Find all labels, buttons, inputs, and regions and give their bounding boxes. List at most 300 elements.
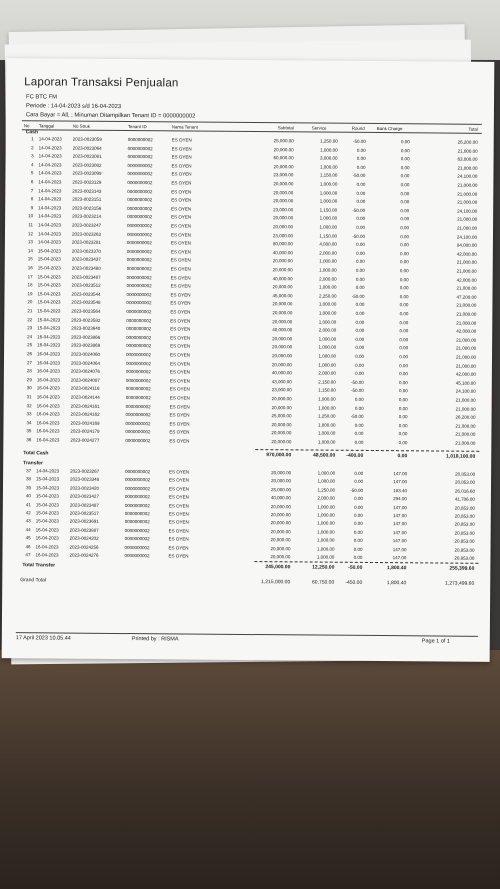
cell-no-struk: 2023-0023480 xyxy=(71,265,101,271)
cell-nama-tenant: ES OYEN xyxy=(171,180,192,186)
cell-no-struk: 2023-0023640 xyxy=(71,325,101,332)
cell-no-struk: 2023-0023247 xyxy=(72,222,102,228)
cell-round: 0.00 xyxy=(355,285,365,291)
cell-service: 1,000.00 xyxy=(318,362,336,368)
cell-nama-tenant: ES OYEN xyxy=(170,292,191,298)
cell-tanggal: 16-04-2023 xyxy=(36,359,61,366)
cell-round: 0.00 xyxy=(355,276,365,282)
section-transfer-label: Transfer xyxy=(23,460,43,467)
table-row xyxy=(19,437,479,448)
cell-subtotal: 25,000.00 xyxy=(271,413,292,419)
cell-no-struk: 2023-0023082 xyxy=(72,162,102,168)
cell-subtotal: 43,000.00 xyxy=(271,378,292,385)
cell-nama-tenant: ES OYEN xyxy=(170,335,191,341)
cell-service: 2,150.00 xyxy=(318,379,336,385)
grand-total-label: Grand Total xyxy=(20,577,47,584)
cell-tanggal: 14-04-2023 xyxy=(38,144,62,151)
cell-no: 19 xyxy=(27,291,33,297)
cell-no-struk: 2023-0024162 xyxy=(70,411,100,418)
cell-nama-tenant: ES OYEN xyxy=(169,386,190,392)
cell-subtotal: 20,000.00 xyxy=(271,421,292,428)
cell-tenant-id: 0000000002 xyxy=(125,429,151,435)
cell-service: 1,150.00 xyxy=(318,387,336,394)
cell-subtotal: 25,000.00 xyxy=(270,486,292,493)
cell-tanggal: 16-04-2023 xyxy=(36,437,60,443)
cell-bank-charge: 147.00 xyxy=(392,555,407,561)
cell-tenant-id: 0000000002 xyxy=(125,469,151,475)
cell-no-struk: 2023-0023582 xyxy=(71,317,101,323)
cell-no: 44 xyxy=(25,527,31,533)
cell-total: 20,853.00 xyxy=(454,555,475,561)
cell-no-struk: 2023-0023281 xyxy=(71,239,101,246)
cell-nama-tenant: ES OYEN xyxy=(170,249,191,255)
cell-subtotal: 20,000.00 xyxy=(272,284,293,290)
cell-subtotal: 40,000.00 xyxy=(270,495,291,501)
cell-round: 0.00 xyxy=(356,216,366,222)
cell-tenant-id: 0000000002 xyxy=(126,352,152,358)
cell-tenant-id: 0000000002 xyxy=(126,291,152,298)
cell-bank-charge: 0.00 xyxy=(400,199,410,205)
cell-total: 21,000.00 xyxy=(455,397,476,403)
cell-round: -50.00 xyxy=(350,413,364,420)
cell-total: 21,000.00 xyxy=(456,320,477,326)
cell-no: 1 xyxy=(31,136,34,142)
cell-total: 20,853.00 xyxy=(454,547,475,553)
cell-round: -50.00 xyxy=(350,388,364,394)
cell-total: 20,853.00 xyxy=(454,538,475,544)
cell-tanggal: 14-04-2023 xyxy=(38,213,62,219)
cell-total: 21,000.00 xyxy=(456,285,477,291)
cell-tanggal: 16-04-2023 xyxy=(36,394,60,400)
cell-bank-charge: 147.00 xyxy=(392,546,407,552)
cell-no: 39 xyxy=(25,485,32,491)
cell-bank-charge: 0.00 xyxy=(400,173,410,179)
transfer-total-round: -50.00 xyxy=(348,564,363,571)
cell-tanggal: 16-04-2023 xyxy=(36,402,60,409)
cell-no-struk: 2023-0023517 xyxy=(69,510,99,516)
cell-total: 20,853.00 xyxy=(454,480,476,486)
cell-tanggal: 16-04-2023 xyxy=(36,428,60,434)
cell-tenant-id: 0000000002 xyxy=(126,326,152,332)
cell-round: 0.00 xyxy=(353,546,363,552)
cell-no-struk: 2023-0024076 xyxy=(70,368,100,375)
cell-bank-charge: 147.00 xyxy=(393,471,408,477)
cell-tenant-id: 0000000002 xyxy=(126,231,153,237)
cell-no: 12 xyxy=(27,230,34,236)
cell-subtotal: 20,000.00 xyxy=(270,545,291,551)
cell-nama-tenant: ES OYEN xyxy=(169,477,190,483)
cell-round: 0.00 xyxy=(355,353,365,359)
cell-tanggal: 16-04-2023 xyxy=(37,334,61,340)
cell-nama-tenant: ES OYEN xyxy=(169,429,190,435)
cell-total: 42,000.00 xyxy=(456,328,477,334)
cell-total: 21,000.00 xyxy=(457,165,478,171)
cell-round: 0.00 xyxy=(354,405,364,411)
cell-no-struk: 2023-0024276 xyxy=(69,552,99,558)
cell-service: 3,000.00 xyxy=(320,155,338,161)
cell-service: 2,250.00 xyxy=(318,293,337,299)
cell-bank-charge: 147.00 xyxy=(392,513,407,519)
cell-subtotal: 20,000.00 xyxy=(270,528,291,535)
cell-nama-tenant: ES OYEN xyxy=(170,283,191,289)
cell-service: 1,000.00 xyxy=(318,353,337,359)
cell-no-struk: 2023-0023129 xyxy=(72,179,102,185)
cell-bank-charge: 0.00 xyxy=(398,397,408,403)
cell-no-struk: 2023-0024256 xyxy=(69,544,99,550)
cell-tenant-id: 0000000002 xyxy=(127,180,153,186)
cell-service: 2,000.00 xyxy=(317,495,335,501)
cell-nama-tenant: ES OYEN xyxy=(171,154,192,160)
cell-nama-tenant: ES OYEN xyxy=(171,206,192,212)
cell-tenant-id: 0000000002 xyxy=(124,544,150,550)
cell-no-struk: 2023-0023887 xyxy=(69,527,99,533)
cell-nama-tenant: ES OYEN xyxy=(170,240,191,246)
cell-bank-charge: 294.00 xyxy=(393,496,407,502)
cell-tanggal: 15-04-2023 xyxy=(36,476,60,482)
cell-nama-tenant: ES OYEN xyxy=(170,231,192,238)
cell-tenant-id: 0000000002 xyxy=(126,309,152,315)
cell-tanggal: 14-04-2023 xyxy=(38,187,62,194)
cell-tenant-id: 0000000002 xyxy=(124,519,150,525)
cash-total-total: 1,018,100.00 xyxy=(446,453,476,460)
cell-service: 1,000.00 xyxy=(319,267,337,273)
cell-subtotal: 20,000.00 xyxy=(271,430,292,436)
cell-no: 6 xyxy=(30,179,34,185)
cell-nama-tenant: ES OYEN xyxy=(169,395,190,401)
cell-nama-tenant: ES OYEN xyxy=(168,486,190,492)
transfer-total-service: 12,250.00 xyxy=(312,564,335,571)
cell-tanggal: 16-04-2023 xyxy=(35,527,59,533)
col-no-struk: No Struk xyxy=(72,123,90,129)
cell-total: 24,100.00 xyxy=(457,208,478,214)
cell-tanggal: 15-04-2023 xyxy=(35,493,59,499)
cell-tanggal: 15-04-2023 xyxy=(35,485,60,491)
cell-tenant-id: 0000000002 xyxy=(124,553,150,559)
cell-no: 9 xyxy=(30,205,34,211)
grand-total-row xyxy=(18,576,478,588)
cell-bank-charge: 0.00 xyxy=(398,440,408,446)
cell-subtotal: 20,000.00 xyxy=(271,404,292,410)
footer-divider xyxy=(16,632,478,637)
cell-round: 0.00 xyxy=(353,512,363,518)
cell-service: 1,250.00 xyxy=(317,487,336,493)
cell-subtotal: 20,000.00 xyxy=(273,198,294,204)
cell-service: 1,000.00 xyxy=(318,344,337,351)
cell-nama-tenant: ES OYEN xyxy=(170,326,191,332)
cell-nama-tenant: ES OYEN xyxy=(171,223,192,229)
cell-subtotal: 80,000.00 xyxy=(272,241,293,247)
cell-no-struk: 2023-0024064 xyxy=(70,360,101,366)
cell-no-struk: 2023-0023099 xyxy=(72,171,102,177)
cell-no: 15 xyxy=(27,256,33,262)
cell-subtotal: 20,000.00 xyxy=(271,439,292,445)
cell-service: 1,000.00 xyxy=(318,405,336,411)
cell-tanggal: 15-04-2023 xyxy=(37,273,61,280)
cell-service: 1,000.00 xyxy=(317,430,336,437)
cell-bank-charge: 0.00 xyxy=(398,414,408,420)
cell-tenant-id: 0000000002 xyxy=(127,154,153,160)
cell-no: 10 xyxy=(28,213,34,219)
cell-service: 1,000.00 xyxy=(319,198,338,204)
transfer-total-label: Total Transfer xyxy=(22,562,56,569)
cell-nama-tenant: ES OYEN xyxy=(168,553,189,559)
cell-tenant-id: 0000000002 xyxy=(126,274,152,280)
cell-no: 25 xyxy=(27,342,33,348)
report-filter: Cara Bayar = All, ; Minuman Ditampilkan Tenant ID = 0000000002 xyxy=(25,112,196,120)
cell-service: 1,000.00 xyxy=(317,529,335,535)
cell-total: 21,000.00 xyxy=(457,199,478,205)
cell-subtotal: 20,000.00 xyxy=(270,478,292,484)
cell-no-struk: 2023-0023143 xyxy=(72,188,102,194)
cell-bank-charge: 0.00 xyxy=(399,259,409,265)
cell-tanggal: 15-04-2023 xyxy=(37,248,61,254)
cell-nama-tenant: ES OYEN xyxy=(171,163,192,169)
cell-subtotal: 20,000.00 xyxy=(271,396,292,402)
col-nama-tenant: Nama Tenant xyxy=(171,123,198,130)
cell-total: 24,100.00 xyxy=(455,389,476,395)
cash-total-label: Total Cash xyxy=(23,450,49,457)
cell-subtotal: 20,000.00 xyxy=(271,353,293,359)
cell-service: 1,000.00 xyxy=(318,336,337,342)
cell-tanggal: 15-04-2023 xyxy=(37,256,61,262)
cell-tanggal: 16-04-2023 xyxy=(36,420,60,426)
cell-tanggal: 14-04-2023 xyxy=(36,468,60,474)
cell-round: 0.00 xyxy=(356,147,366,153)
cell-no: 28 xyxy=(26,368,32,374)
cell-service: 1,000.00 xyxy=(318,319,337,325)
cell-nama-tenant: ES OYEN xyxy=(171,145,192,152)
transfer-total-total: 255,399.60 xyxy=(449,565,475,572)
cell-total: 84,000.00 xyxy=(456,242,477,248)
cell-bank-charge: 0.00 xyxy=(399,345,409,351)
cell-tenant-id: 0000000002 xyxy=(127,223,153,229)
background-table-surface xyxy=(0,650,500,889)
cell-service: 1,000.00 xyxy=(319,181,338,187)
cell-service: 1,000.00 xyxy=(317,439,336,445)
cell-tanggal: 16-04-2023 xyxy=(36,377,60,383)
cell-no: 30 xyxy=(26,385,32,391)
cell-bank-charge: 183.40 xyxy=(393,487,407,494)
cell-bank-charge: 0.00 xyxy=(400,225,410,231)
cell-total: 26,016.60 xyxy=(454,488,475,494)
cell-no-struk: 2023-0024169 xyxy=(70,420,100,426)
report-title: Laporan Transaksi Penjualan xyxy=(24,76,179,90)
cell-bank-charge: 0.00 xyxy=(400,207,410,214)
cell-tenant-id: 0000000002 xyxy=(127,137,153,143)
cell-no: 4 xyxy=(30,162,34,168)
cell-bank-charge: 0.00 xyxy=(399,379,408,386)
cell-subtotal: 20,000.00 xyxy=(272,258,293,264)
cell-no: 22 xyxy=(27,316,33,322)
transfer-total-bank-charge: 1,800.40 xyxy=(386,565,407,572)
cell-no-struk: 2023-0023437 xyxy=(71,257,101,263)
cell-round: 0.00 xyxy=(355,302,365,308)
cell-tenant-id: 0000000002 xyxy=(125,477,151,483)
cell-no-struk: 2023-0023427 xyxy=(69,493,99,500)
cell-no-struk: 2023-0023544 xyxy=(71,291,101,297)
cell-no: 32 xyxy=(26,402,32,408)
cash-total-subtotal: 970,000.00 xyxy=(266,452,292,459)
cell-service: 1,000.00 xyxy=(318,396,336,402)
cell-nama-tenant: ES OYEN xyxy=(170,343,191,349)
grand-total-subtotal: 1,215,000.00 xyxy=(261,579,291,586)
cell-no-struk: 2023-0024144 xyxy=(70,394,100,400)
col-subtotal: Subtotal xyxy=(277,124,294,130)
cell-subtotal: 20,000.00 xyxy=(270,520,291,526)
cell-round: 0.00 xyxy=(355,362,364,368)
cell-nama-tenant: ES OYEN xyxy=(168,511,189,517)
cell-tanggal: 16-04-2023 xyxy=(36,368,60,374)
cell-tenant-id: 0000000002 xyxy=(126,248,152,255)
cell-no: 5 xyxy=(30,170,34,176)
cell-round: -50.00 xyxy=(352,207,366,213)
cell-total: 21,000.00 xyxy=(455,440,476,446)
col-round: Round xyxy=(351,125,365,131)
cell-service: 1,150.00 xyxy=(319,172,338,179)
cell-total: 24,100.00 xyxy=(456,234,477,240)
cell-no: 47 xyxy=(25,552,31,558)
cell-nama-tenant: ES OYEN xyxy=(170,352,191,358)
cell-service: 1,000.00 xyxy=(317,520,335,527)
cell-no-struk: 2023-0024179 xyxy=(70,428,100,435)
cell-bank-charge: 0.00 xyxy=(400,216,410,222)
cell-nama-tenant: ES OYEN xyxy=(169,438,190,444)
cell-subtotal: 23,000.00 xyxy=(273,206,294,213)
cell-total: 21,000.00 xyxy=(456,311,477,317)
cell-tenant-id: 0000000002 xyxy=(125,395,151,401)
page-number: Page 1 of 1 xyxy=(421,638,450,645)
cell-subtotal: 20,000.00 xyxy=(272,301,293,307)
cell-tenant-id: 0000000002 xyxy=(126,240,152,246)
cell-bank-charge: 0.00 xyxy=(398,422,408,429)
cell-total: 20,853.00 xyxy=(454,505,475,511)
cell-bank-charge: 147.00 xyxy=(393,504,407,510)
cell-subtotal: 20,000.00 xyxy=(272,344,293,350)
cell-tenant-id: 0000000002 xyxy=(124,536,150,542)
cell-bank-charge: 0.00 xyxy=(400,242,409,248)
cell-round: 0.00 xyxy=(353,538,363,544)
printed-at: 17 April 2023 10.05.44 xyxy=(15,635,71,642)
cell-nama-tenant: ES OYEN xyxy=(168,502,189,509)
cell-nama-tenant: ES OYEN xyxy=(169,403,190,410)
grand-total-total: 1,273,499.60 xyxy=(445,580,475,587)
cell-tenant-id: 0000000002 xyxy=(126,343,152,349)
cell-no-struk: 2023-0023156 xyxy=(72,205,102,211)
cell-round: 0.00 xyxy=(355,328,365,334)
cell-tenant-id: 0000000002 xyxy=(126,334,152,341)
cell-nama-tenant: ES OYEN xyxy=(169,421,190,427)
cell-tenant-id: 0000000002 xyxy=(125,403,151,409)
cell-tenant-id: 0000000002 xyxy=(125,369,151,375)
cell-round: 0.00 xyxy=(353,554,363,560)
cell-no: 40 xyxy=(25,493,31,499)
cell-subtotal: 20,000.00 xyxy=(273,189,294,195)
cell-no: 41 xyxy=(25,501,31,507)
cell-no-struk: 2023-0023564 xyxy=(71,308,101,314)
cell-bank-charge: 0.00 xyxy=(399,276,409,282)
cell-service: 1,000.00 xyxy=(317,512,335,518)
cell-service: 1,250.00 xyxy=(318,413,336,419)
cell-bank-charge: 0.00 xyxy=(399,302,409,308)
cell-service: 4,000.00 xyxy=(319,241,337,247)
cell-no: 33 xyxy=(26,411,32,417)
cell-no: 29 xyxy=(26,377,32,383)
cell-no: 8 xyxy=(30,196,34,202)
cell-service: 1,000.00 xyxy=(319,284,337,290)
cell-bank-charge: 0.00 xyxy=(399,293,409,300)
cell-bank-charge: 147.00 xyxy=(393,479,408,485)
cell-no: 17 xyxy=(27,273,33,279)
cell-nama-tenant: ES OYEN xyxy=(171,171,192,177)
cell-round: -50.00 xyxy=(352,138,366,144)
cell-total: 21,000.00 xyxy=(456,268,477,274)
report-sheet xyxy=(2,58,495,662)
cell-nama-tenant: ES OYEN xyxy=(168,528,189,534)
cell-service: 1,000.00 xyxy=(318,301,337,308)
cell-total: 21,000.00 xyxy=(456,225,478,231)
cell-subtotal: 40,000.00 xyxy=(272,275,293,281)
cell-subtotal: 20,000.00 xyxy=(270,537,291,543)
cell-tanggal: 15-04-2023 xyxy=(37,308,61,314)
cell-nama-tenant: ES OYEN xyxy=(169,360,191,367)
cell-service: 1,150.00 xyxy=(319,233,337,239)
cell-tanggal: 16-04-2023 xyxy=(36,411,60,417)
cell-total: 20,853.00 xyxy=(454,530,475,536)
cell-total: 20,853.00 xyxy=(454,513,475,519)
cell-round: 0.00 xyxy=(354,496,363,502)
cell-no: 37 xyxy=(26,468,32,474)
cell-tanggal: 15-04-2023 xyxy=(37,265,61,271)
cell-subtotal: 45,000.00 xyxy=(272,292,293,299)
cell-bank-charge: 0.00 xyxy=(398,405,408,411)
cell-tenant-id: 0000000002 xyxy=(127,145,153,151)
cell-nama-tenant: ES OYEN xyxy=(170,309,191,315)
cell-round: 0.00 xyxy=(353,521,363,527)
cell-subtotal: 23,000.00 xyxy=(271,387,292,393)
grand-total-bank-charge: 1,800.40 xyxy=(386,580,407,587)
cell-subtotal: 25,000.00 xyxy=(273,138,294,144)
cash-total-service: 48,500.00 xyxy=(312,452,336,459)
cell-no: 36 xyxy=(26,437,32,443)
cell-no: 16 xyxy=(27,265,33,271)
cell-total: 21,000.00 xyxy=(456,346,477,352)
cell-round: 0.00 xyxy=(356,164,366,170)
cell-tenant-id: 0000000002 xyxy=(124,494,150,500)
cell-no: 46 xyxy=(25,543,31,549)
cell-tanggal: 15-04-2023 xyxy=(37,282,61,288)
cell-service: 1,000.00 xyxy=(317,470,336,476)
cell-tanggal: 15-04-2023 xyxy=(37,316,61,323)
cell-no: 42 xyxy=(25,510,31,516)
cell-service: 2,000.00 xyxy=(318,370,336,376)
cell-tanggal: 16-04-2023 xyxy=(35,535,59,541)
cell-nama-tenant: ES OYEN xyxy=(169,378,190,384)
col-service: Service xyxy=(311,124,327,131)
cell-round: 0.00 xyxy=(355,259,365,265)
cell-no-struk: 2023-0023263 xyxy=(71,231,102,237)
cell-subtotal: 20,000.00 xyxy=(272,310,293,316)
cell-subtotal: 40,000.00 xyxy=(271,370,292,376)
cell-no-struk: 2023-0023869 xyxy=(71,343,101,349)
cell-bank-charge: 147.00 xyxy=(392,538,407,544)
cell-no-struk: 2023-0023866 xyxy=(71,334,101,340)
cell-tanggal: 14-04-2023 xyxy=(38,136,62,142)
cell-subtotal: 23,000.00 xyxy=(272,232,293,238)
cell-no: 43 xyxy=(25,518,31,524)
cell-tanggal: 14-04-2023 xyxy=(38,179,62,185)
cell-tanggal: 14-04-2023 xyxy=(38,162,62,168)
transfer-total-subtotal: 245,000.00 xyxy=(265,564,291,571)
